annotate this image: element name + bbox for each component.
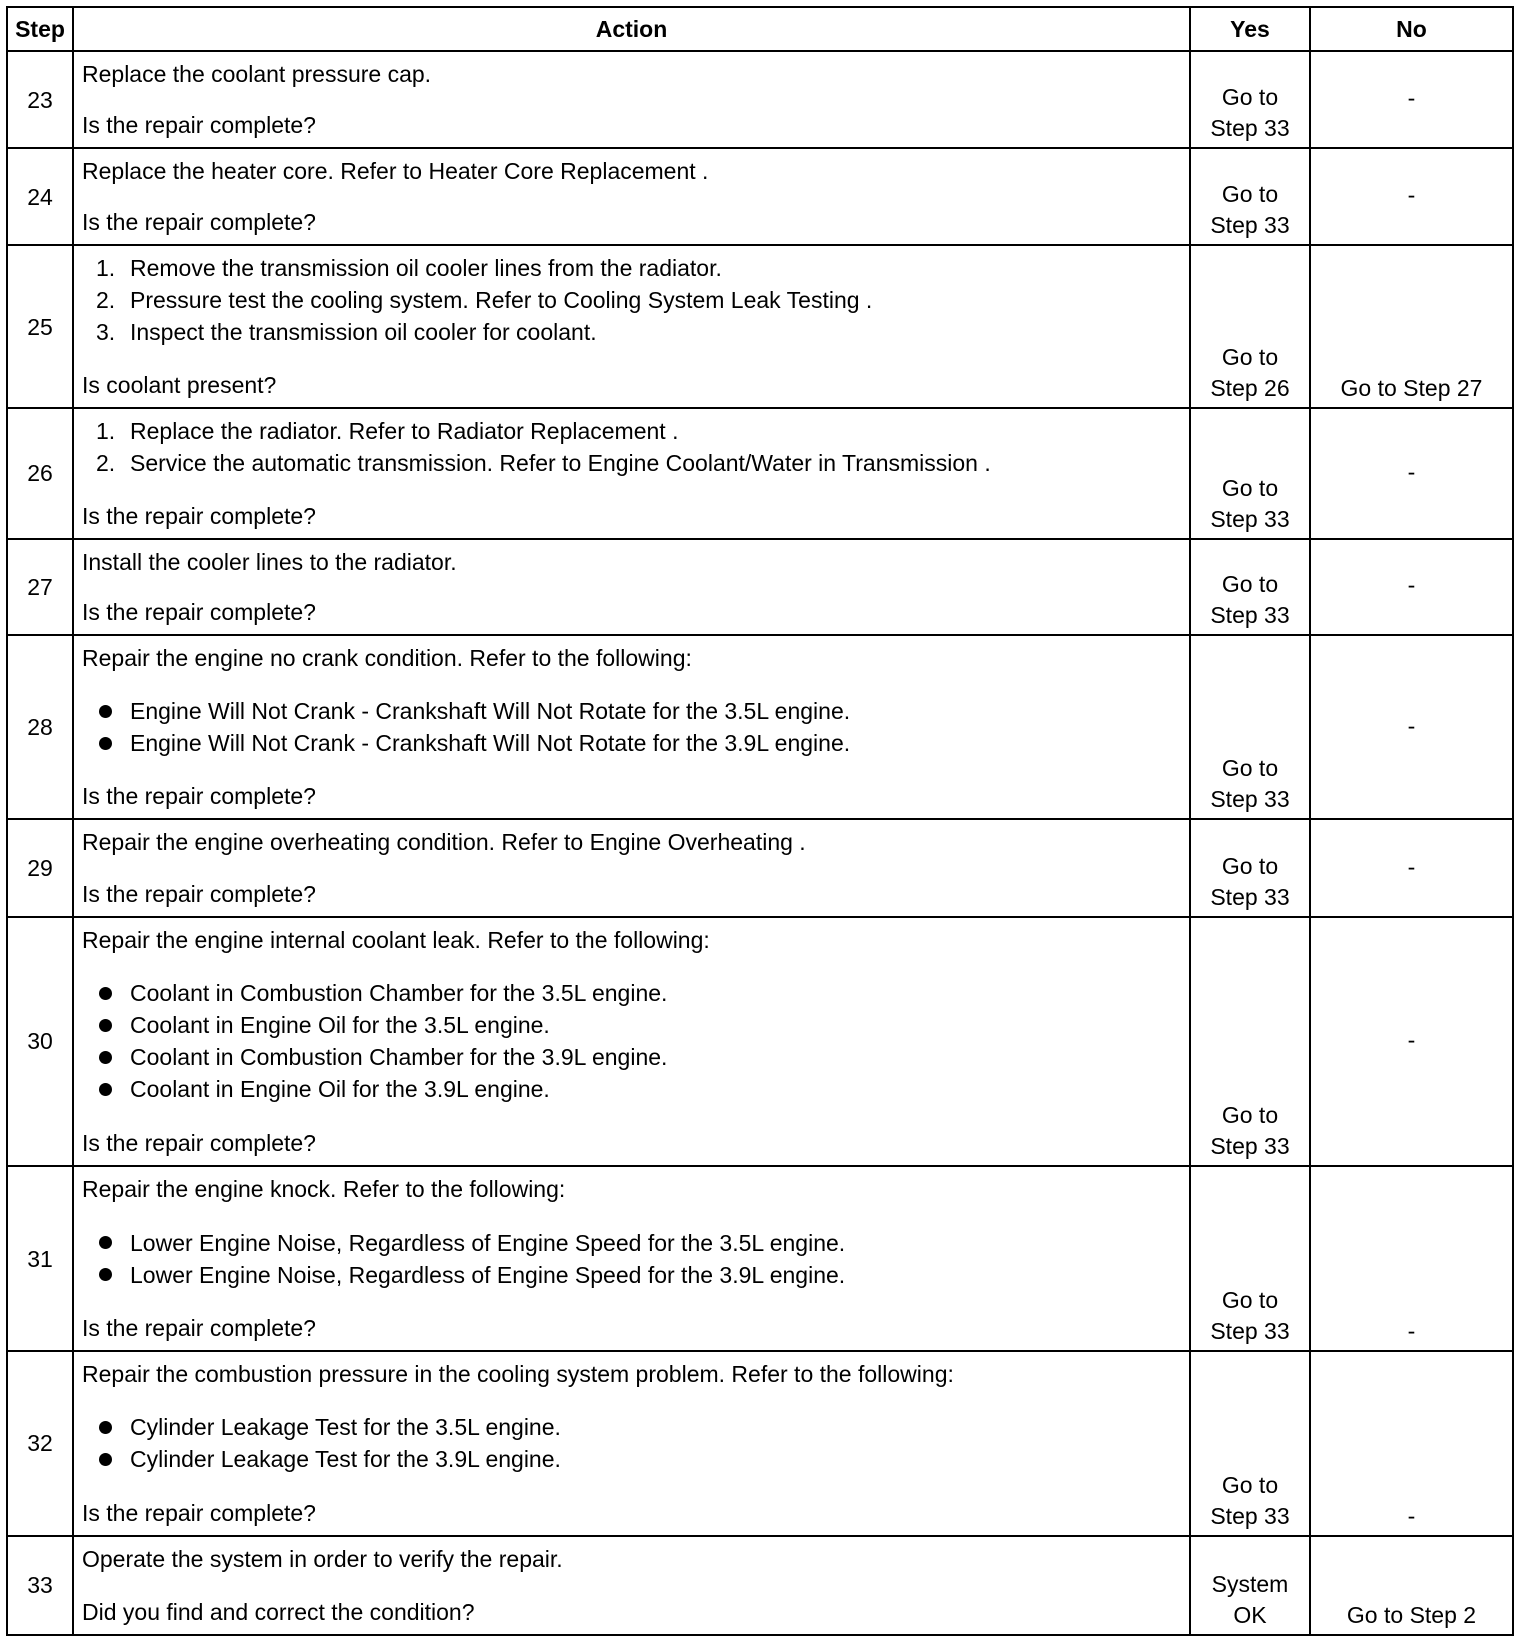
- yes-line: Go to: [1221, 1102, 1279, 1129]
- bullet-list: [82, 1227, 1189, 1291]
- table-row: [7, 917, 1513, 1167]
- action-text: Repair the engine overheating condition. Refer to Engine Overheating .: [82, 829, 806, 856]
- action-cell: [73, 819, 1190, 916]
- no-cell: -: [1310, 635, 1513, 820]
- action-text: Repair the combustion pressure in the cooling system problem. Refer to the following:: [82, 1360, 954, 1387]
- list-item: Cylinder Leakage Test for the 3.5L engine.: [96, 1411, 1189, 1443]
- yes-line: Step 33: [1210, 786, 1290, 813]
- action-text: Replace the heater core. Refer to Heater Core Replacement .: [82, 158, 709, 185]
- yes-line: Step 33: [1210, 883, 1290, 910]
- question-text: Is coolant present?: [82, 372, 277, 399]
- list-item: Coolant in Combustion Chamber for the 3.9L engine.: [96, 1041, 1189, 1073]
- yes-cell: [1190, 1166, 1310, 1351]
- no-cell: -: [1310, 539, 1513, 635]
- action-text: Repair the engine no crank condition. Refer to the following:: [82, 644, 692, 671]
- header-action: Action: [73, 7, 1190, 51]
- yes-cell: [1190, 539, 1310, 635]
- step-number: 24: [7, 148, 73, 245]
- bullet-list: [82, 1411, 1189, 1475]
- no-cell: -: [1310, 1351, 1513, 1536]
- list-item: Engine Will Not Crank - Crankshaft Will Not Rotate for the 3.9L engine.: [96, 727, 1189, 759]
- question-text: Is the repair complete?: [82, 502, 316, 529]
- question-text: Is the repair complete?: [82, 880, 316, 907]
- action-text: Operate the system in order to verify the repair.: [82, 1545, 563, 1572]
- step-number: 29: [7, 819, 73, 916]
- action-cell: [73, 1536, 1190, 1635]
- action-cell: [73, 408, 1190, 539]
- action-text: Repair the engine internal coolant leak. Refer to the following:: [82, 926, 710, 953]
- list-item: Engine Will Not Crank - Crankshaft Will Not Rotate for the 3.5L engine.: [96, 695, 1189, 727]
- table-row: [7, 245, 1513, 408]
- table-row: [7, 148, 1513, 245]
- numbered-list: [82, 415, 1189, 479]
- yes-cell: [1190, 245, 1310, 408]
- numbered-list: [82, 252, 1189, 348]
- header-row: [7, 7, 1513, 51]
- step-number: 32: [7, 1351, 73, 1536]
- yes-cell: [1190, 51, 1310, 148]
- action-cell: [73, 148, 1190, 245]
- yes-line: Go to: [1221, 474, 1279, 501]
- action-cell: [73, 1351, 1190, 1536]
- yes-line: Go to: [1221, 181, 1279, 208]
- question-text: Is the repair complete?: [82, 1499, 316, 1526]
- list-item: Lower Engine Noise, Regardless of Engine Speed for the 3.9L engine.: [96, 1259, 1189, 1291]
- action-cell: [73, 245, 1190, 408]
- yes-line: Step 33: [1210, 1502, 1290, 1529]
- table-row: [7, 1351, 1513, 1536]
- question-text: Is the repair complete?: [82, 1130, 316, 1157]
- yes-line: OK: [1233, 1602, 1267, 1628]
- table-row: [7, 539, 1513, 635]
- no-cell: -: [1310, 148, 1513, 245]
- yes-cell: [1190, 1351, 1310, 1536]
- list-item: Lower Engine Noise, Regardless of Engine Speed for the 3.5L engine.: [96, 1227, 1189, 1259]
- bullet-list: [82, 695, 1189, 759]
- table-row: [7, 408, 1513, 539]
- yes-line: Go to: [1221, 1286, 1279, 1313]
- yes-line: Go to: [1221, 755, 1279, 782]
- step-number: 27: [7, 539, 73, 635]
- step-number: 31: [7, 1166, 73, 1351]
- bullet-list: [82, 977, 1189, 1105]
- step-number: 33: [7, 1536, 73, 1635]
- yes-line: Go to: [1221, 852, 1279, 879]
- list-item: 2. Service the automatic transmission. Refer to Engine Coolant/Water in Transmission .: [96, 450, 991, 477]
- question-text: Is the repair complete?: [82, 598, 316, 625]
- list-item: 2. Pressure test the cooling system. Refer to Cooling System Leak Testing .: [96, 287, 873, 314]
- action-text: Install the cooler lines to the radiator.: [82, 548, 457, 575]
- no-cell: -: [1310, 819, 1513, 916]
- no-cell: -: [1310, 408, 1513, 539]
- list-item: Coolant in Engine Oil for the 3.5L engine.: [96, 1009, 1189, 1041]
- action-cell: [73, 1166, 1190, 1351]
- question-text: Is the repair complete?: [82, 1314, 316, 1341]
- question-text: Is the repair complete?: [82, 112, 316, 139]
- yes-cell: [1190, 917, 1310, 1167]
- table-row: [7, 1166, 1513, 1351]
- table-row: [7, 51, 1513, 148]
- no-cell: Go to Step 2: [1310, 1536, 1513, 1635]
- yes-cell: [1190, 819, 1310, 916]
- no-cell: Go to Step 27: [1310, 245, 1513, 408]
- no-cell: -: [1310, 917, 1513, 1167]
- no-cell: -: [1310, 1166, 1513, 1351]
- action-cell: [73, 635, 1190, 820]
- yes-line: Step 33: [1210, 212, 1290, 239]
- yes-line: Step 33: [1210, 115, 1290, 142]
- yes-line: Step 33: [1210, 1317, 1290, 1344]
- yes-line: Step 33: [1210, 601, 1290, 628]
- yes-line: Go to: [1221, 570, 1279, 597]
- table-row: [7, 635, 1513, 820]
- yes-line: Step 33: [1210, 1133, 1290, 1160]
- yes-line: Step 26: [1210, 375, 1290, 402]
- yes-cell: [1190, 148, 1310, 245]
- table-row: [7, 1536, 1513, 1635]
- step-number: 26: [7, 408, 73, 539]
- question-text: Is the repair complete?: [82, 783, 316, 810]
- list-item: Coolant in Combustion Chamber for the 3.5L engine.: [96, 977, 1189, 1009]
- list-item: 1. Remove the transmission oil cooler lines from the radiator.: [96, 255, 722, 282]
- step-number: 23: [7, 51, 73, 148]
- step-number: 28: [7, 635, 73, 820]
- action-cell: [73, 51, 1190, 148]
- question-text: Did you find and correct the condition?: [82, 1599, 475, 1625]
- list-item: Coolant in Engine Oil for the 3.9L engine.: [96, 1073, 1189, 1105]
- step-number: 25: [7, 245, 73, 408]
- question-text: Is the repair complete?: [82, 209, 316, 236]
- yes-cell: [1190, 635, 1310, 820]
- yes-cell: [1190, 408, 1310, 539]
- action-text: Repair the engine knock. Refer to the following:: [82, 1176, 566, 1203]
- yes-line: Step 33: [1210, 505, 1290, 532]
- yes-cell: [1190, 1536, 1310, 1635]
- no-cell: -: [1310, 51, 1513, 148]
- yes-line: Go to: [1221, 84, 1279, 111]
- list-item: 1. Replace the radiator. Refer to Radiator Replacement .: [96, 418, 679, 445]
- table-row: [7, 819, 1513, 916]
- step-number: 30: [7, 917, 73, 1167]
- header-step: Step: [7, 7, 73, 51]
- yes-line: Go to: [1221, 1471, 1279, 1498]
- yes-line: Go to: [1221, 344, 1279, 371]
- action-cell: [73, 917, 1190, 1167]
- diagnostic-table: [6, 6, 1514, 1636]
- list-item: 3. Inspect the transmission oil cooler for coolant.: [96, 319, 597, 346]
- list-item: Cylinder Leakage Test for the 3.9L engine.: [96, 1443, 1189, 1475]
- header-yes: Yes: [1190, 7, 1310, 51]
- header-no: No: [1310, 7, 1513, 51]
- yes-line: System: [1211, 1571, 1289, 1597]
- action-cell: [73, 539, 1190, 635]
- action-text: Replace the coolant pressure cap.: [82, 61, 432, 87]
